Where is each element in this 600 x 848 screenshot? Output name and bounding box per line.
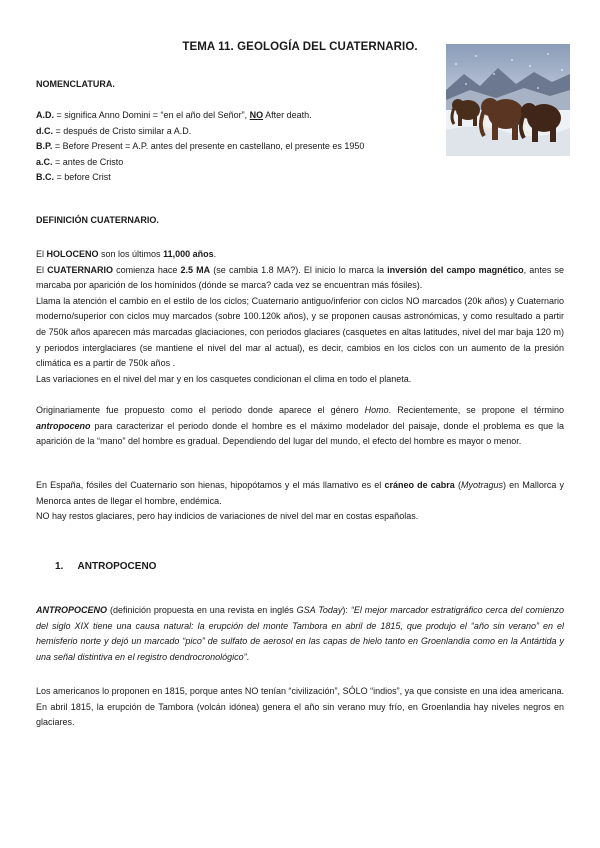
section-heading-antropoceno — [55, 561, 156, 572]
nomenclatura-list — [36, 108, 564, 186]
definicion-block — [36, 247, 564, 387]
holoceno-paragraph: El HOLOCENO son los últimos 11,000 años. — [36, 249, 217, 259]
cuaternario-paragraph: El CUATERNARIO comienza hace 2.5 MA (se cambia 1.8 MA?). El inicio lo marca la inversión del campo magnético, antes se marcaba por aparición de los homínidos (dónde se marca? cada vez se encuentran más fósiles). — [36, 264, 564, 291]
nomenclatura-ac: a.C. = antes de Cristo — [36, 156, 124, 167]
nomenclatura-heading: NOMENCLATURA. — [36, 79, 115, 89]
nomenclatura-dc: d.C. = después de Cristo similar a A.D. — [36, 125, 192, 136]
section-title: ANTROPOCENO — [77, 561, 157, 572]
ciclos-paragraph: Llama la atención el cambio en el estilo de los ciclos; Cuaternario antiguo/inferior con ciclos NO marcados (20k años) y Cuaternario moderno/superior con ciclos muy marcados (sobre 100.120k años), y se proponen causas astronómicas, y como resultado a partir de 750k años aparecen más marcadas glaciaciones, con periodos glaciares (casquetes en altas latitudes, nivel del mar baja 120 m) y periodos interglaciares (se mantiene el nivel del mar al actual), es decir, cambios en los ciclos con un aumento de la presión climática es a partir de 750k años . — [36, 295, 564, 369]
glaciares-paragraph: NO hay restos glaciares, pero hay indicios de variaciones de nivel del mar en costas españolas. — [36, 511, 419, 522]
nomenclatura-bc: B.C. = before Crist — [36, 172, 111, 183]
antropoceno-definition: ANTROPOCENO (definición propuesta en una revista en inglés GSA Today): “El mejor marcador estratigráfico cerca del comienzo del siglo XIX tiene una causa natural: la erupción del monte Tambora en abril de 1815, que produjo el “año sin verano” en el hemisferio norte y dejó un marcado “pico” de sulfato de aerosol en las capas de hielo tanto en Groenlandia como en la Antártida y una señal distintiva en el registro dendrocronológico”. — [36, 605, 564, 662]
variaciones-paragraph: Las variaciones en el nivel del mar y en los casquetes condicionan el clima en todo el planeta. — [36, 373, 412, 384]
document-title: TEMA 11. GEOLOGÍA DEL CUATERNARIO. — [182, 41, 418, 53]
homo-paragraph: Originariamente fue propuesto como el periodo donde aparece el género Homo. Recientemente, se propone el término antropoceno para caracterizar el periodo donde el hombre es el máximo modelador del paisaje, donde el problema es que la aparición de la “mano” del hombre es gradual. Dependiendo del lugar del mundo, el efecto del hombre es mayor o menor. — [36, 405, 564, 447]
nomenclatura-bp: B.P. = Before Present = A.P. antes del presente en castellano, el presente es 1950 — [36, 141, 365, 152]
section-number: 1. — [55, 561, 64, 572]
espana-block — [36, 478, 564, 525]
definicion-heading: DEFINICIÓN CUATERNARIO. — [36, 215, 159, 225]
tambora-paragraph: Los americanos lo proponen en 1815, porque antes NO tenían “civilización”, SÓLO “indios”, ya que consiste en una idea americana. En abril 1815, la erupción de Tambora (volcán idónea) genera el año sin verano muy frío, en Groenlandia hay niveles negros en glaciares. — [36, 686, 564, 728]
fosiles-paragraph: En España, fósiles del Cuaternario son hienas, hipopótamos y el más llamativo es el cráneo de cabra (Myotragus) en Mallorca y Menorca antes de llegar el hombre, endémica. — [36, 480, 564, 506]
nomenclatura-ad: A.D. = significa Anno Domini = “en el año del Señor”, NO After death. — [36, 110, 312, 120]
